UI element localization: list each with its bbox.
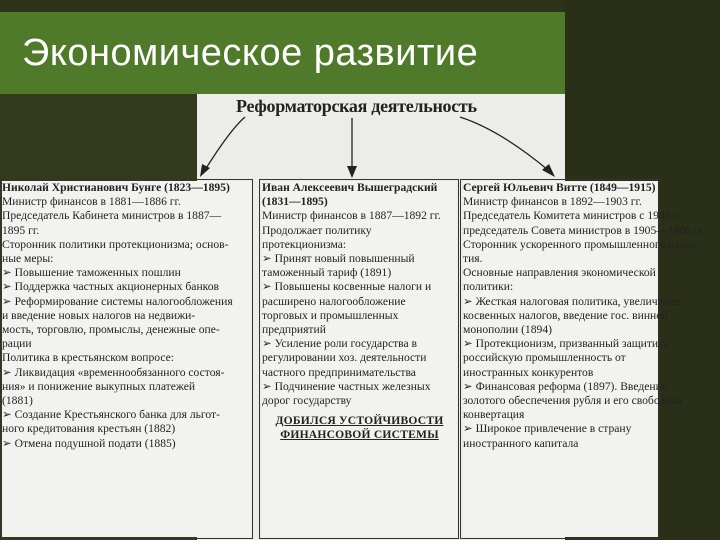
text-line: ➢ Повышение таможенных пошлин xyxy=(2,266,181,280)
text-line: золотого обеспечения рубля и его свободная xyxy=(463,394,682,408)
text-line: ➢ Протекционизм, призванный защитить xyxy=(463,337,669,351)
arrow-middle-head xyxy=(347,166,357,178)
text-line: ного кредитования крестьян (1882) xyxy=(2,422,176,436)
text-line: ➢ Создание Крестьянского банка для льгот- xyxy=(2,408,220,422)
text-line: (1881) xyxy=(2,394,33,408)
arrow-right xyxy=(460,117,548,170)
text-line: и введение новых налогов на недвижи- xyxy=(2,308,196,322)
text-line: дорог государству xyxy=(262,394,352,408)
text-line: мость, торговлю, промыслы, денежные опе- xyxy=(2,323,220,337)
text-line: Политика в крестьянском вопросе: xyxy=(2,351,174,365)
text-line: рации xyxy=(2,337,32,351)
text-line: политики: xyxy=(463,280,514,294)
text-line: ➢ Широкое привлечение в страну xyxy=(463,422,632,436)
text-line: Сторонник политики протекционизма; основ- xyxy=(2,237,229,251)
text-line: иностранного капитала xyxy=(463,436,579,450)
text-line: ния» и понижение выкупных платежей xyxy=(2,379,196,393)
arrow-left xyxy=(205,117,245,170)
text-line: российскую промышленность от xyxy=(463,351,626,365)
text-line: ➢ Реформирование системы налогообложения xyxy=(2,294,233,308)
column-vyshnegradsky xyxy=(262,181,457,537)
text-line: Председатель Кабинета министров в 1887— xyxy=(2,209,222,223)
column-bunge xyxy=(2,181,251,537)
text-line: протекционизма: xyxy=(262,237,347,251)
text-line: председатель Совета министров в 1905—1906 гг. xyxy=(463,223,706,237)
text-line: ➢ Отмена подушной подати (1885) xyxy=(2,436,176,450)
text-line: иностранных конкурентов xyxy=(463,365,594,379)
text-line: ➢ Подчинение частных железных xyxy=(262,379,431,393)
text-line: ные меры: xyxy=(2,252,54,266)
text-line: ➢ Принят новый повышенный xyxy=(262,252,415,266)
text-line: Министр финансов в 1887—1892 гг. xyxy=(262,209,441,223)
text-line: тия. xyxy=(463,252,483,266)
column-witte xyxy=(463,181,706,537)
result-line: ДОБИЛСЯ УСТОЙЧИВОСТИ xyxy=(275,414,444,428)
text-line: предприятий xyxy=(262,323,326,337)
text-line: ➢ Повышены косвенные налоги и xyxy=(262,280,432,294)
text-line: регулировании хоз. деятельности xyxy=(262,351,427,365)
text-line: частного предпринимательства xyxy=(262,365,416,379)
text-line: расширено налогообложение xyxy=(262,294,406,308)
text-line: ➢ Ликвидация «временнообязанного состоя- xyxy=(2,365,225,379)
text-line: монополии (1894) xyxy=(463,323,552,337)
text-line: Продолжает политику xyxy=(262,223,372,237)
text-line: конвертация xyxy=(463,408,525,422)
text-line: торговых и промышленных xyxy=(262,308,399,322)
text-line: ➢ Поддержка частных акционерных банков xyxy=(2,280,219,294)
text-line: Министр финансов в 1881—1886 гг. xyxy=(2,195,181,209)
text-line: Основные направления экономической xyxy=(463,266,656,280)
text-line: Министр финансов в 1892—1903 гг. xyxy=(463,195,642,209)
person-name: Сергей Юльевич Витте (1849—1915) xyxy=(463,181,656,194)
text-line: ➢ Финансовая реформа (1897). Введение xyxy=(463,379,667,393)
arrow-left-head xyxy=(200,164,210,177)
person-name: Иван Алексеевич Вышеградский xyxy=(262,181,438,194)
text-line: ➢ Жесткая налоговая политика, увеличение xyxy=(463,294,681,308)
text-line: Председатель Комитета министров с 1903 г., xyxy=(463,209,683,223)
text-line: таможенный тариф (1891) xyxy=(262,266,392,280)
person-name: Николай Христианович Бунге (1823—1895) xyxy=(2,181,230,194)
text-line: ➢ Усиление роли государства в xyxy=(262,337,417,351)
slide-title: Экономическое развитие xyxy=(22,32,479,74)
text-line: Сторонник ускоренного промышленного разви- xyxy=(463,237,700,251)
text-line: 1895 гг. xyxy=(2,223,40,237)
result-box xyxy=(262,414,457,442)
person-name: (1831—1895) xyxy=(262,195,328,209)
result-line: ФИНАНСОВОЙ СИСТЕМЫ xyxy=(280,428,439,442)
diagram-heading: Реформаторская деятельность xyxy=(236,96,477,116)
text-line: косвенных налогов, введение гос. винной xyxy=(463,308,669,322)
